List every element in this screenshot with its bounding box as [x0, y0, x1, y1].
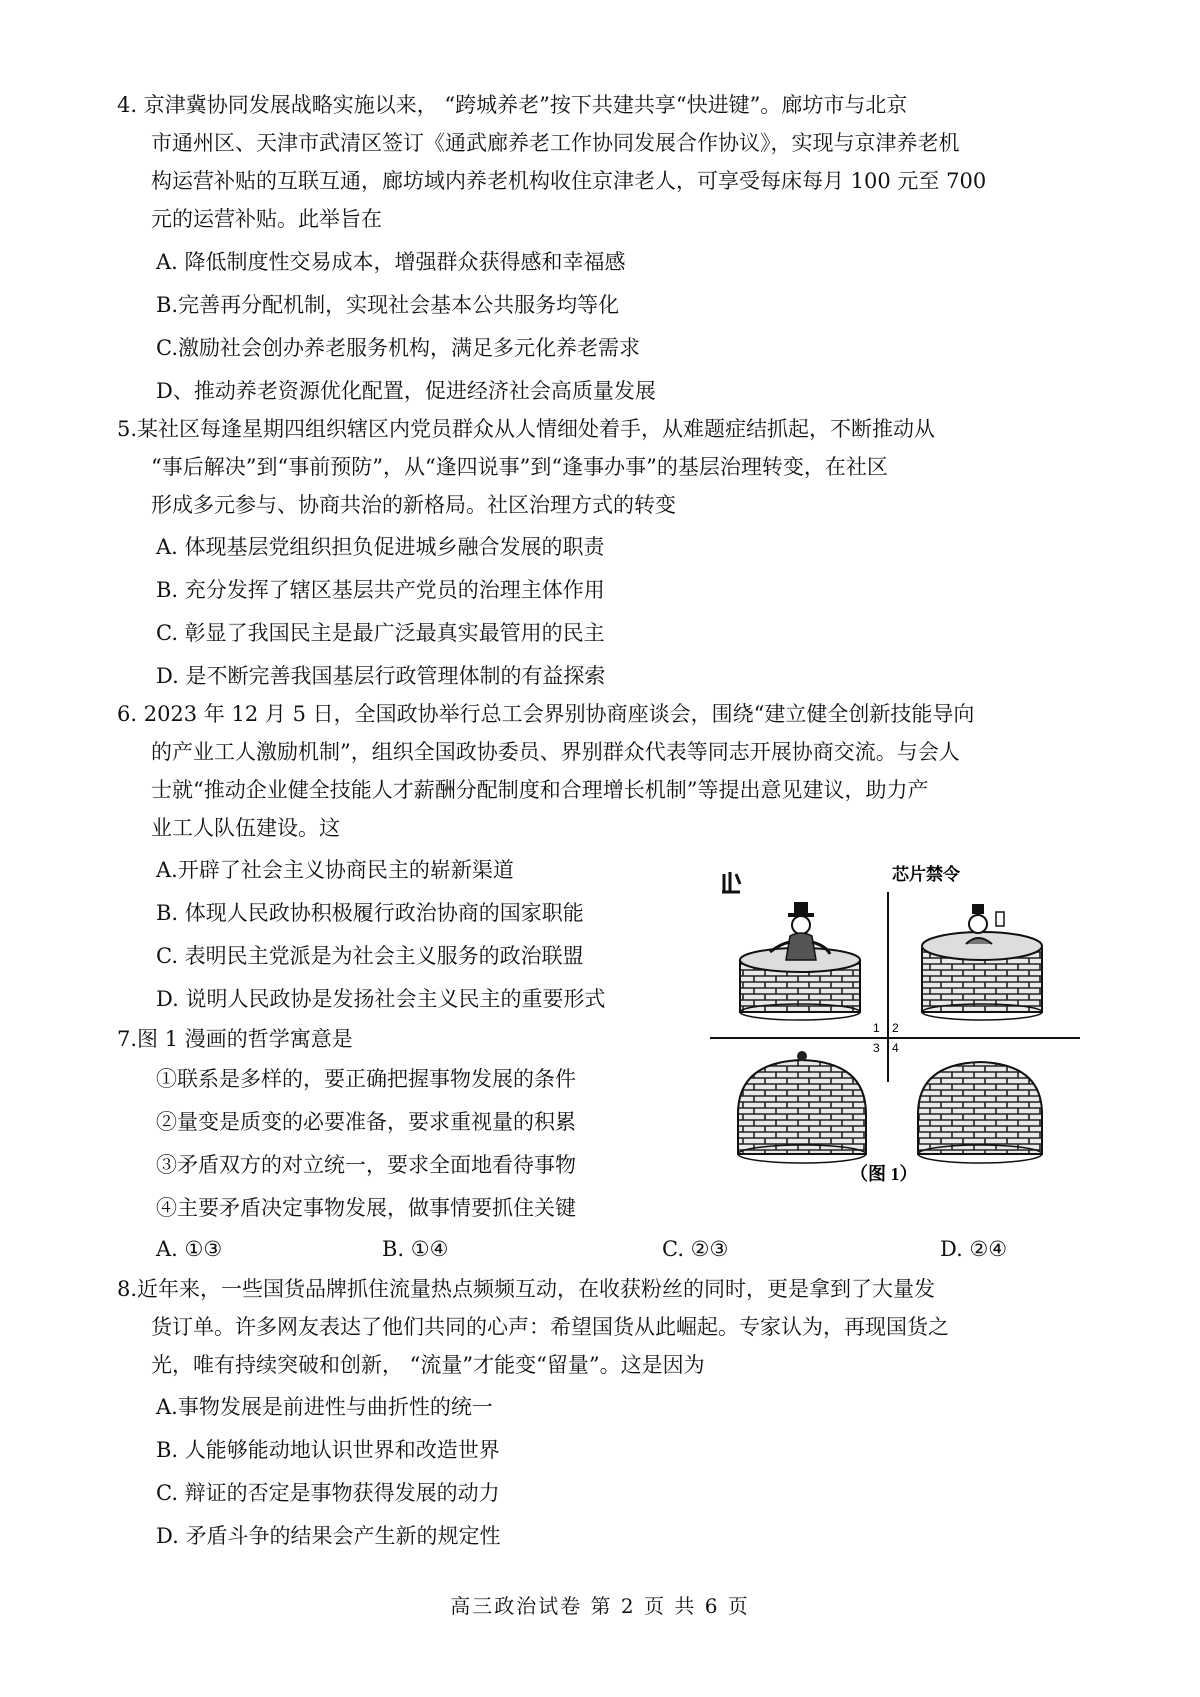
q7-answer-c: C. ②③ [662, 1237, 729, 1261]
q5-option-d: D. 是不断完善我国基层行政管理体制的有益探索 [156, 664, 606, 688]
q6-option-c: C. 表明民主党派是为社会主义服务的政治联盟 [156, 944, 584, 968]
q6-stem-line-3: 士就“推动企业健全技能人才薪酬分配制度和合理增长机制”等提出意见建议，助力产 [151, 778, 929, 802]
q4-stem-line-4: 元的运营补贴。此举旨在 [151, 207, 382, 231]
q4-stem-line-2: 市通州区、天津市武清区签订《通武廊养老工作协同发展合作协议》，实现与京津养老机 [151, 131, 960, 155]
page-footer: 高三政治试卷 第 2 页 共 6 页 [450, 1594, 750, 1618]
q5-stem-line-3: 形成多元参与、协商共治的新格局。社区治理方式的转变 [151, 493, 676, 517]
q6-option-b: B. 体现人民政协积极履行政治协商的国家职能 [156, 901, 584, 925]
quadrant-number-3: 3 [873, 1041, 880, 1055]
q8-stem-line-3: 光，唯有持续突破和创新， “流量”才能变“留量”。这是因为 [151, 1353, 705, 1377]
q7-stem: 7.图 1 漫画的哲学寓意是 [117, 1027, 353, 1051]
q6-stem-line-4: 业工人队伍建设。这 [151, 816, 340, 840]
q7-item-3: ③矛盾双方的对立统一，要求全面地看待事物 [156, 1153, 576, 1177]
figure-caption: （图 1） [850, 1164, 918, 1182]
figure-title: 芯片禁令 [892, 865, 960, 884]
q6-stem-line-1: 6. 2023 年 12 月 5 日，全国政协举行总工会界别协商座谈会，围绕“建立健全创新技能导向 [117, 702, 975, 726]
q7-answer-a: A. ①③ [156, 1237, 223, 1261]
panel-1 [740, 902, 860, 1020]
q4-stem-line-3: 构运营补贴的互联互通，廊坊域内养老机构收住京津老人，可享受每床每月 100 元至 700 [151, 169, 987, 193]
panel-3 [738, 1051, 866, 1163]
figure-1-cartoon [710, 862, 1090, 1182]
signature-mark [722, 872, 740, 892]
q8-option-b: B. 人能够能动地认识世界和改造世界 [156, 1438, 500, 1462]
q7-item-4: ④主要矛盾决定事物发展，做事情要抓住关键 [156, 1196, 576, 1220]
quadrant-number-4: 4 [892, 1041, 899, 1055]
q8-option-c: C. 辩证的否定是事物获得发展的动力 [156, 1481, 500, 1505]
q5-stem-line-2: “事后解决”到“事前预防”，从“逢四说事”到“逢事办事”的基层治理转变，在社区 [151, 455, 888, 479]
quadrant-number-1: 1 [873, 1021, 880, 1035]
q8-stem-line-1: 8.近年来，一些国货品牌抓住流量热点频频互动，在收获粉丝的同时，更是拿到了大量发 [117, 1277, 936, 1301]
panel-4 [918, 1062, 1042, 1163]
panel-2 [922, 904, 1042, 1020]
q4-option-b: B.完善再分配机制，实现社会基本公共服务均等化 [156, 293, 620, 317]
q5-stem-line-1: 5.某社区每逢星期四组织辖区内党员群众从人情细处着手，从难题症结抓起，不断推动从 [117, 417, 936, 441]
q6-stem-line-2: 的产业工人激励机制”，组织全国政协委员、界别群众代表等同志开展协商交流。与会人 [151, 740, 960, 764]
q5-option-b: B. 充分发挥了辖区基层共产党员的治理主体作用 [156, 578, 605, 602]
q4-stem-line-1: 4. 京津冀协同发展战略实施以来， “跨城养老”按下共建共享“快进键”。廊坊市与北京 [117, 93, 908, 117]
q4-option-c: C.激励社会创办养老服务机构，满足多元化养老需求 [156, 336, 640, 360]
q4-option-a: A. 降低制度性交易成本，增强群众获得感和幸福感 [156, 250, 626, 274]
q5-option-c: C. 彰显了我国民主是最广泛最真实最管用的民主 [156, 621, 605, 645]
q5-option-a: A. 体现基层党组织担负促进城乡融合发展的职责 [156, 535, 605, 559]
q7-item-1: ①联系是多样的，要正确把握事物发展的条件 [156, 1067, 576, 1091]
cartoon-svg [710, 862, 1090, 1182]
q6-option-d: D. 说明人民政协是发扬社会主义民主的重要形式 [156, 987, 606, 1011]
quadrant-number-2: 2 [892, 1021, 899, 1035]
q8-stem-line-2: 货订单。许多网友表达了他们共同的心声：希望国货从此崛起。专家认为，再现国货之 [151, 1315, 949, 1339]
q7-answer-b: B. ①④ [382, 1237, 449, 1261]
q8-option-d: D. 矛盾斗争的结果会产生新的规定性 [156, 1524, 501, 1548]
q4-option-d: D、推动养老资源优化配置，促进经济社会高质量发展 [156, 379, 656, 403]
q7-answer-d: D. ②④ [940, 1237, 1008, 1261]
q8-option-a: A.事物发展是前进性与曲折性的统一 [156, 1395, 493, 1419]
q7-item-2: ②量变是质变的必要准备，要求重视量的积累 [156, 1110, 576, 1134]
q6-option-a: A.开辟了社会主义协商民主的崭新渠道 [156, 858, 514, 882]
